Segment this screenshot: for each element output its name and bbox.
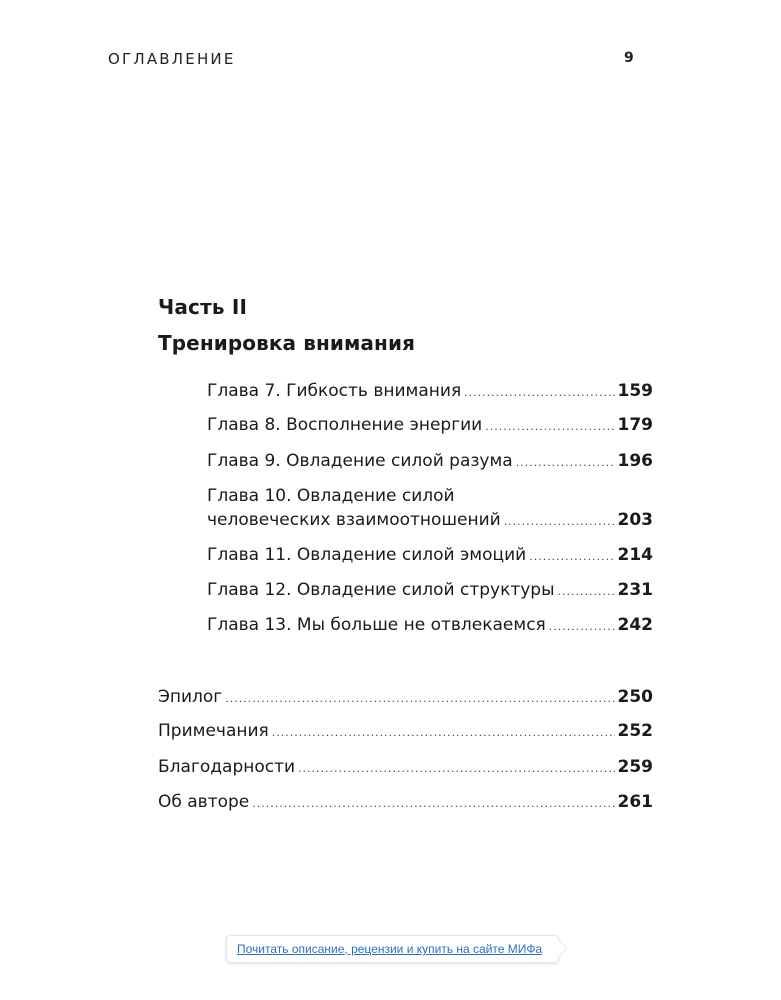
toc-entry-page: 203: [617, 510, 653, 530]
toc-entry-chapter-11[interactable]: [207, 543, 653, 569]
part-title: Тренировка внимания: [158, 331, 416, 355]
toc-entry-page: 231: [617, 580, 653, 600]
toc-entry-title: Глава 9. Овладение силой разума: [207, 451, 513, 471]
dot-leader: [225, 687, 614, 711]
toc-entry-chapter-9[interactable]: [207, 449, 653, 475]
toc-entry-title: Глава 11. Овладение силой эмоций: [207, 545, 527, 565]
toc-entry-chapter-10[interactable]: [207, 484, 653, 534]
dot-leader: [529, 545, 614, 569]
toc-entry-title: Эпилог: [158, 687, 223, 707]
dot-leader: [272, 721, 615, 745]
toc-entry-title: Глава 12. Овладение силой структуры: [207, 580, 555, 600]
toc-entry-page: 242: [617, 615, 653, 635]
toc-entry-page: 196: [617, 451, 653, 471]
toc-entry-page: 261: [617, 792, 653, 812]
toc-entry-title: Об авторе: [158, 792, 250, 812]
toc-entry-title: Примечания: [158, 721, 269, 741]
toc-entry-chapter-7[interactable]: [207, 379, 653, 405]
dot-leader: [464, 381, 614, 405]
running-head: ОГЛАВЛЕНИЕ: [108, 50, 236, 68]
toc-entry-chapter-12[interactable]: [207, 578, 653, 604]
toc-entry-title-line1: Глава 10. Овладение силой: [207, 486, 455, 506]
page-number: 9: [624, 50, 634, 66]
toc-entry-about-author[interactable]: [158, 790, 653, 816]
dot-leader: [558, 580, 615, 604]
toc-entry-page: 250: [617, 687, 653, 707]
dot-leader: [516, 451, 615, 475]
toc-entry-title: Глава 7. Гибкость внимания: [207, 381, 462, 401]
toc-entry-title: Благодарности: [158, 757, 296, 777]
toc-entry-page: 179: [617, 415, 653, 435]
dot-leader: [549, 615, 615, 639]
toc-entry-page: 259: [617, 757, 653, 777]
buy-on-mif-link[interactable]: [226, 935, 559, 963]
toc-entry-page: 252: [617, 721, 653, 741]
toc-entry-title-line2: человеческих взаимоотношений: [207, 510, 501, 530]
toc-entry-chapter-8[interactable]: [207, 413, 653, 439]
dot-leader: [252, 792, 614, 816]
toc-entry-page: 214: [617, 545, 653, 565]
toc-entry-epilogue[interactable]: [158, 685, 653, 711]
toc-entry-acknowledgements[interactable]: [158, 755, 653, 781]
dot-leader: [504, 510, 615, 534]
buy-on-mif-link-text: Почитать описание, рецензии и купить на сайте МИФа: [237, 942, 543, 956]
toc-entry-title: Глава 13. Мы больше не отвлекаемся: [207, 615, 546, 635]
toc-entry-title: Глава 8. Восполнение энергии: [207, 415, 483, 435]
dot-leader: [485, 415, 614, 439]
dot-leader: [298, 757, 614, 781]
toc-entry-page: 159: [617, 381, 653, 401]
part-label: Часть II: [158, 295, 248, 319]
toc-entry-chapter-13[interactable]: [207, 613, 653, 639]
toc-entry-notes[interactable]: [158, 719, 653, 745]
